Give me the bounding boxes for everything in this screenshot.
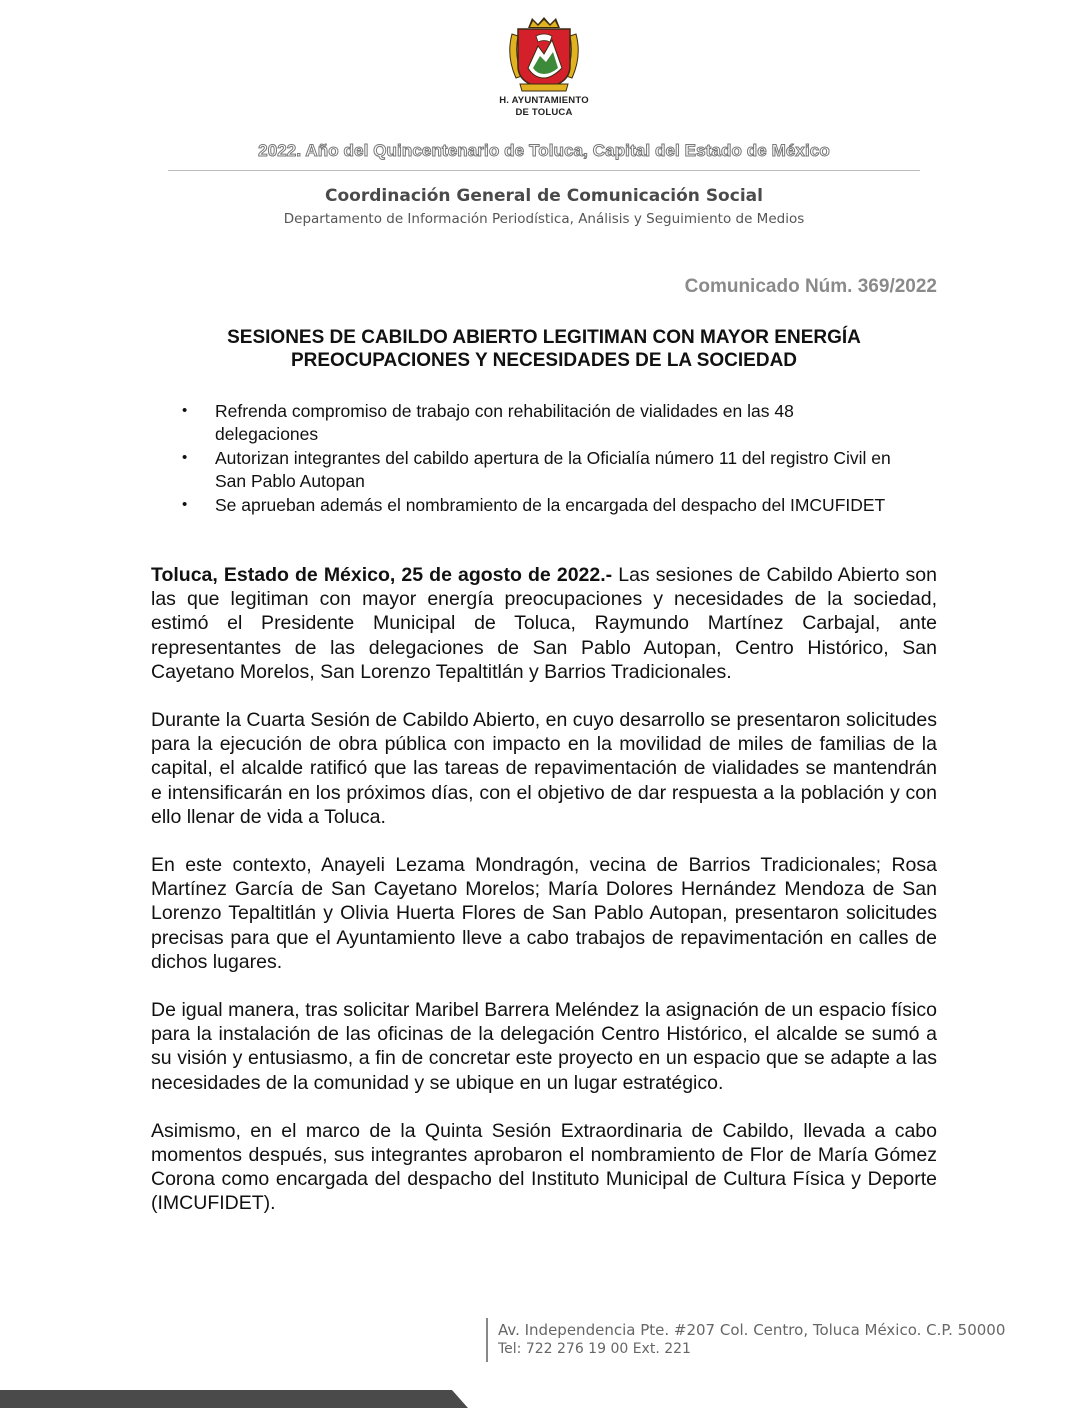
coordination-title: Coordinación General de Comunicación Social bbox=[325, 186, 763, 206]
article-body bbox=[151, 563, 937, 1240]
paragraph-5: Asimismo, en el marco de la Quinta Sesión Extraordinaria de Cabildo, llevada a cabo momentos después, sus integrantes aprobaron el nombramiento de Flor de María Gómez Corona como encargada del despacho del Instituto Municipal de Cultura Física y Deporte (IMCUFIDET). bbox=[151, 1119, 937, 1215]
paragraph-4: De igual manera, tras solicitar Maribel Barrera Meléndez la asignación de un espacio físico para la instalación de las oficinas de la delegación Centro Histórico, el alcalde se sumó a su visión y entusiasmo, a fin de concretar este proyecto en un espacio que se adapte a las necesidades de la comunidad y se ubique en un lugar estratégico. bbox=[151, 999, 937, 1094]
headline bbox=[150, 326, 938, 372]
bullet-dot: • bbox=[182, 449, 188, 466]
paragraph-2: Durante la Cuarta Sesión de Cabildo Abierto, en cuyo desarrollo se presentaron solicitudes para la ejecución de obra pública con impacto en la movilidad de miles de familias de la capital, el alcalde ratificó que las tareas de repavimentación de vialidades se mantendrán e intensificarán en los próximos días, con el objetivo de dar respuesta a la población y con ello llenar de vida a Toluca. bbox=[151, 709, 937, 828]
summary-bullets bbox=[178, 400, 898, 519]
footer-phone: Tel: 722 276 19 00 Ext. 221 bbox=[498, 1341, 691, 1357]
logo-caption-line1: H. AYUNTAMIENTO bbox=[499, 95, 589, 106]
paragraph-1 bbox=[151, 563, 937, 684]
department-title: Departamento de Información Periodística, Análisis y Seguimiento de Medios bbox=[283, 211, 805, 227]
toluca-logo bbox=[488, 16, 600, 118]
bullet-text: Refrenda compromiso de trabajo con rehabilitación de vialidades en las 48 delegaciones bbox=[215, 401, 794, 444]
headline-line1: SESIONES DE CABILDO ABIERTO LEGITIMAN CON MAYOR ENERGÍA bbox=[227, 327, 861, 348]
headline-line2: PREOCUPACIONES Y NECESIDADES DE LA SOCIEDAD bbox=[290, 350, 798, 371]
toluca-coat-of-arms-icon bbox=[506, 16, 582, 94]
footer-band bbox=[0, 1388, 1088, 1408]
bullet-text: Autorizan integrantes del cabildo apertura de la Oficialía número 11 del registro Civil en San Pablo Autopan bbox=[215, 448, 891, 491]
footer-address: Av. Independencia Pte. #207 Col. Centro, Toluca México. C.P. 50000 bbox=[498, 1321, 1006, 1339]
bullet-dot: • bbox=[182, 496, 188, 513]
paragraph-1-text: Las sesiones de Cabildo Abierto son las que legitiman con mayor energía preocupaciones y necesidades de la sociedad, estimó el Presidente Municipal de Toluca, Raymundo Martínez Carbajal, ante representantes de las delegaciones de San Pablo Autopan, Centro Histórico, San Cayetano Morelos, San Lorenzo Tepaltitlán y Barrios Tradicionales. bbox=[151, 564, 937, 683]
comunicado-number: Comunicado Núm. 369/2022 bbox=[684, 276, 937, 297]
bullet-item bbox=[178, 400, 898, 445]
year-motto: 2022. Año del Quincentenario de Toluca, Capital del Estado de México bbox=[258, 141, 830, 160]
bullet-item bbox=[178, 447, 898, 492]
logo-caption-line2: DE TOLUCA bbox=[515, 107, 573, 118]
bullet-dot: • bbox=[182, 402, 188, 419]
bullet-item bbox=[178, 494, 898, 517]
footer-divider bbox=[486, 1318, 488, 1362]
dateline: Toluca, Estado de México, 25 de agosto de 2022.- bbox=[151, 564, 613, 586]
paragraph-3: En este contexto, Anayeli Lezama Mondragón, vecina de Barrios Tradicionales; Rosa Martínez García de San Cayetano Morelos; María Dolores Hernández Mendoza de San Lorenzo Tepaltitlán y Olivia Huerta Flores de San Pablo Autopan, presentaron solicitudes precisas para que el Ayuntamiento lleve a cabo trabajos de repavimentación en calles de dichos lugares. bbox=[151, 854, 937, 973]
header-divider bbox=[168, 170, 920, 171]
bullet-text: Se aprueban además el nombramiento de la encargada del despacho del IMCUFIDET bbox=[215, 495, 886, 515]
